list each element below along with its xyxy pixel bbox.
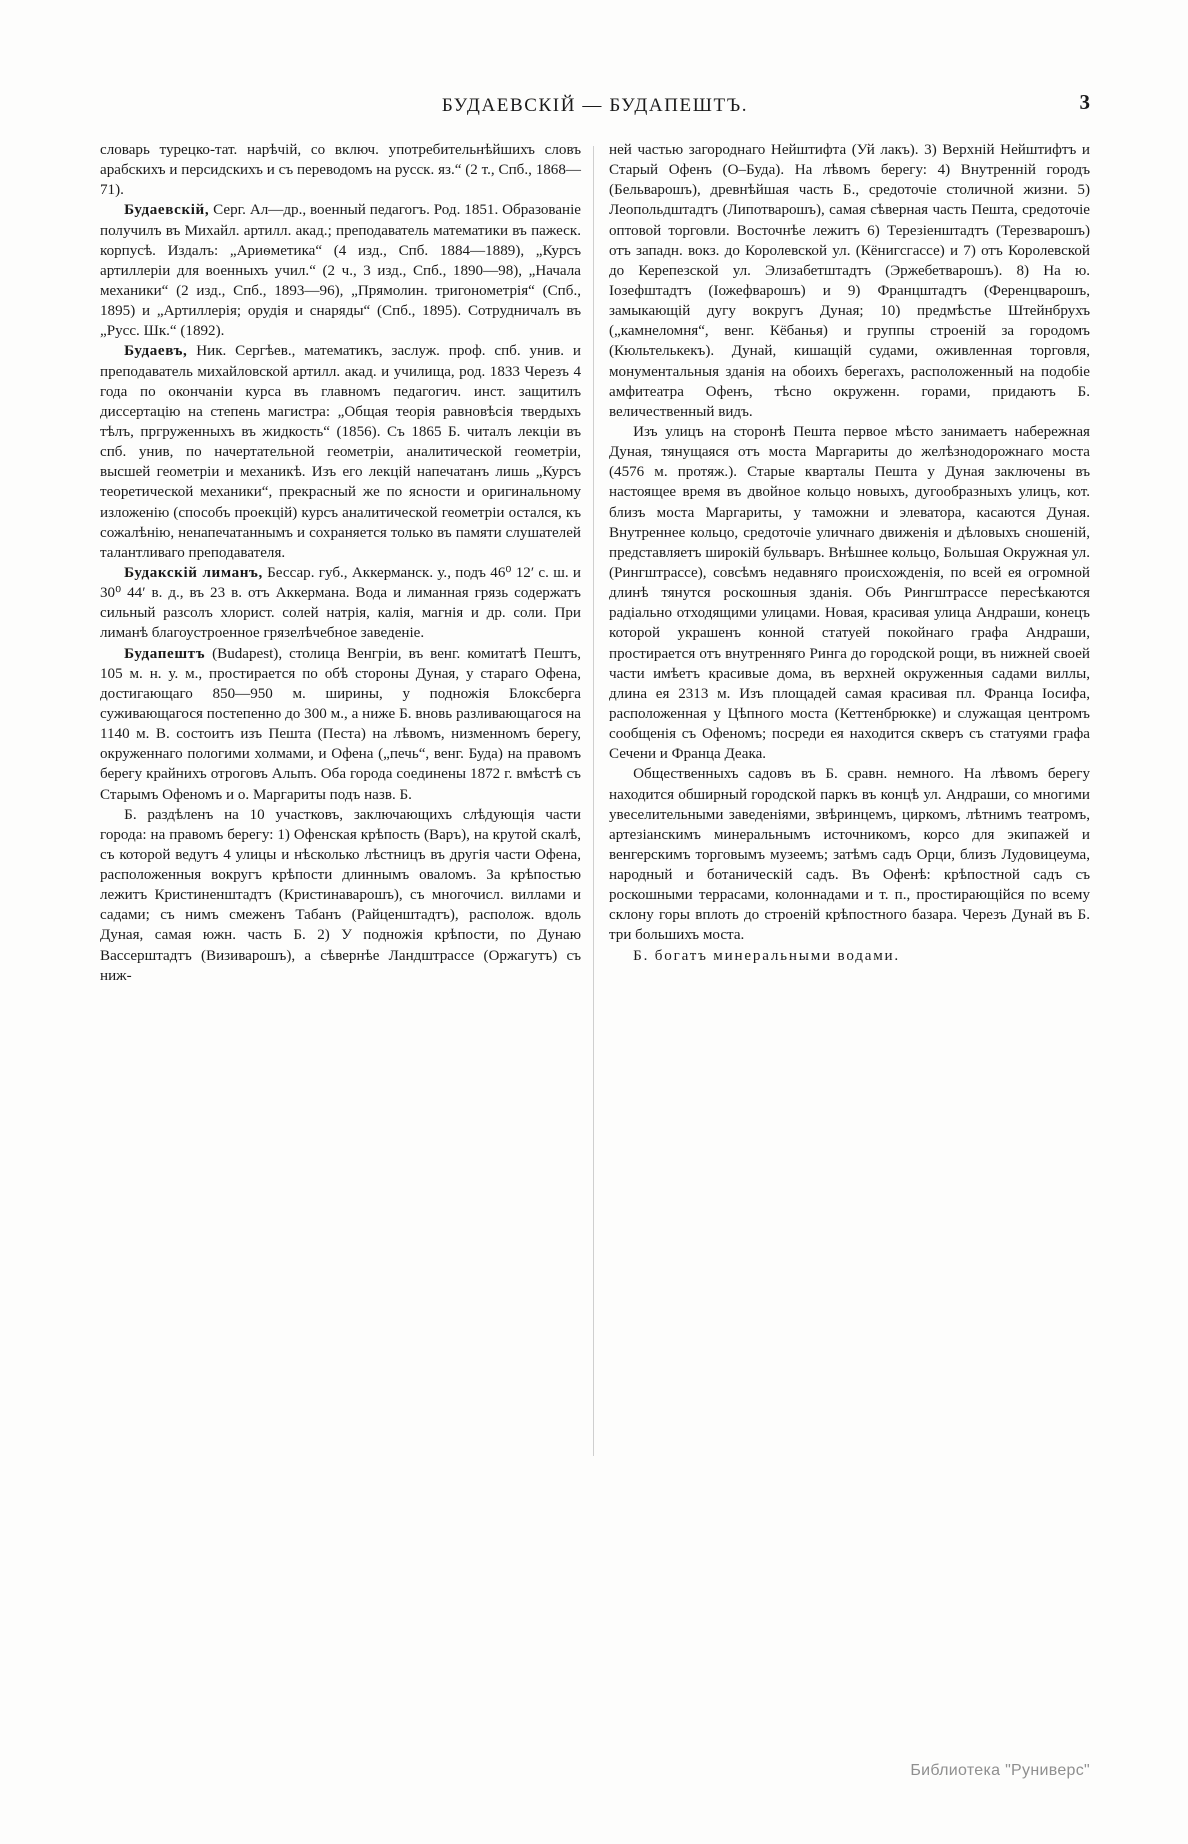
text-columns bbox=[100, 140, 1090, 986]
watermark: Библиотека "Руниверс" bbox=[910, 1762, 1090, 1779]
paragraph-text: Ник. Сергѣев., математикъ, заслуж. проф. спб. унив. и преподаватель михайловской артилл. акад. и училища, род. 1833 Черезъ 4 года по окончаніи курса въ главномъ педагогич. инст. защитилъ диссертацію на степень магистра: „Общая теорія равновѣсія твердыхъ тѣлъ, пргруженныхъ въ жидкость“ (1856). Съ 1865 Б. читалъ лекціи въ спб. унив, по начертательной геометріи, аналитической геометріи, высшей геометріи и механикѣ. Изъ его лекцій напечатанъ лишь „Курсъ теоретической механики“, прекрасный же по ясности и оригинальному изложенію (способъ проекцій) курсъ аналитической геометріи остался, къ сожалѣнію, ненапечатаннымъ и сохраняется только въ памяти слушателей талантливаго преподавателя. bbox=[100, 343, 581, 561]
paragraph-text: словарь турецко-тат. нарѣчій, со включ. употребительнѣйшихъ словъ арабскихъ и персидскихъ и съ переводомъ на русск. яз.“ (2 т., Спб., 1868—71). bbox=[100, 142, 581, 199]
paragraph-text: Общественныхъ садовъ въ Б. сравн. немного. На лѣвомъ берегу находится обширный городской паркъ въ концѣ ул. Андраши, со многими увеселительными заведеніями, звѣринцемъ, циркомъ, лѣтнимъ театромъ, артезіанскимъ минеральнымъ источникомъ, корсо для экипажей и венгерскимъ торговымъ музеемъ; затѣмъ садъ Орци, близъ Лудовицеума, народный и ботаническій садъ. Въ Офенѣ: крѣпостной садъ съ роскошными террасами, колоннадами и т. п., простирающійся по всему склону горы вплоть до строеній крѣпостного базара. Черезъ Дунай въ Б. три большихъ моста. bbox=[609, 766, 1090, 944]
running-title: БУДАЕВСКІЙ — БУДАПЕШТЪ. bbox=[441, 95, 749, 116]
paragraph bbox=[609, 946, 1090, 966]
paragraph bbox=[100, 563, 581, 644]
paragraph-text: (Budapest), столица Венгріи, въ венг. комитатѣ Пештъ, 105 м. н. у. м., простирается по обѣ стороны Дуная, у стараго Офена, достигающаго 850—950 м. ширины, у подножія Блоксберга суживающагося постепенно до 300 м., а ниже Б. вновь разливающагося на 1140 м. В. состоитъ изъ Пешта (Песта) на лѣвомъ, низменномъ берегу, окруженнаго пологими холмами, и Офена („печь“, венг. Буда) на правомъ берегу крайнихъ отроговъ Альпъ. Оба города соединены 1872 г. вмѣстѣ съ Старымъ Офеномъ и о. Маргариты подъ назв. Б. bbox=[100, 645, 581, 803]
right-column bbox=[609, 140, 1090, 986]
headword: Будаевскій, bbox=[124, 202, 210, 219]
paragraph bbox=[100, 644, 581, 805]
page-header bbox=[100, 95, 1090, 117]
paragraph-text: Б. раздѣленъ на 10 участковъ, заключающихъ слѣдующія части города: на правомъ берегу: 1) Офенская крѣпость (Варъ), на крутой скалѣ, съ которой ведутъ 4 улицы и нѣсколько лѣстницъ въ другія части Офена, расположенныя вокругъ крѣпости длиннымъ оваломъ. За крѣпостью лежитъ Кристиненштадтъ (Кристинаварошъ), съ многочисл. виллами и садами; съ нимъ смеженъ Табанъ (Райценштадтъ), располож. вдоль Дуная, самая южн. часть Б. 2) У подножія крѣпости, по Дунаю Вассерштадтъ (Визиварошъ), а сѣвернѣе Ландштрассе (Оржагутъ) съ ниж- bbox=[100, 806, 581, 984]
paragraph bbox=[100, 200, 581, 341]
headword: Будапештъ bbox=[124, 645, 206, 662]
paragraph bbox=[100, 805, 581, 986]
paragraph-text: ней частью загороднаго Нейштифта (Уй лакъ). 3) Верхній Нейштифтъ и Старый Офенъ (О–Буда). На лѣвомъ берегу: 4) Внутренній городъ (Бельварошъ), древнѣйшая часть Б., средоточіе столичной жизни. 5) Леопольдштадтъ (Липотварошъ), самая сѣверная часть Пешта, средоточіе оптовой торговли. Восточнѣе лежитъ 6) Терезіенштадтъ (Терезварошъ) отъ западн. вокз. до Королевской ул. (Кёнигсгассе) и 7) отъ Королевской до Керепезской ул. Элизабетштадтъ (Эржебетварошъ). 8) На ю. Іозефштадтъ (Іожефварошъ) и 9) Францштадтъ (Ференцварошъ, замыкающій дугу вокругъ Дуная; 10) предмѣстье Штейнбрухъ („камнеломня“, венг. Кёбанья) и группы строеній за городомъ (Кюльтелькекъ). Дунай, кишащій судами, оживленная торговля, монументальныя зданія на обоихъ берегахъ, расположенный на подобіе амфитеатра Офенъ, тѣсно окруженн. горами, придаютъ Б. величественный видъ. bbox=[609, 142, 1090, 420]
paragraph-text: Бессар. губ., Аккерманск. у., подъ 46⁰ 12′ с. ш. и 30⁰ 44′ в. д., въ 23 в. отъ Аккермана. Вода и лиманная грязь содержатъ сильный разсолъ хлорист. солей натрія, калія, магнія и др. соли. При лиманѣ благоустроенное грязелѣчебное заведеніе. bbox=[100, 564, 581, 642]
paragraph bbox=[100, 140, 581, 200]
left-column bbox=[100, 140, 581, 986]
paragraph bbox=[609, 422, 1090, 764]
paragraph bbox=[609, 140, 1090, 422]
headword: Будакскій лиманъ, bbox=[124, 564, 263, 581]
page-number: 3 bbox=[1079, 90, 1090, 114]
paragraph bbox=[100, 341, 581, 563]
paragraph bbox=[609, 764, 1090, 945]
paragraph-text: Серг. Ал—др., военный педагогъ. Род. 1851. Образованіе получилъ въ Михайл. артилл. акад.; преподаватель математики въ пажеск. корпусѣ. Издалъ: „Ариѳметика“ (4 изд., Спб. 1884—1889), „Курсъ артиллеріи для военныхъ учил.“ (2 ч., 3 изд., Спб., 1890—98), „Начала механики“ (2 изд., Спб., 1893—96), „Прямолин. тригонометрія“ (Спб., 1895) и „Артиллерія; орудія и снаряды“ (Спб., 1895). Сотрудничалъ въ „Русс. Шк.“ (1892). bbox=[100, 202, 581, 340]
paragraph-text: Изъ улицъ на сторонѣ Пешта первое мѣсто занимаетъ набережная Дуная, тянущаяся отъ моста Маргариты до желѣзнодорожнаго моста (4576 м. протяж.). Старые кварталы Пешта у Дуная заключены въ настоящее время въ двойное кольцо новыхъ, дугообразныхъ улицъ, кот. близъ моста Маргариты, у таможни и элеватора, касаются Дуная. Внутреннее кольцо, средоточіе уличнаго движенія и дѣловыхъ сношеній, представляетъ широкій бульваръ. Внѣшнее кольцо, Большая Окружная ул. (Рингштрассе), совсѣмъ недавняго происхожденія, по всей ея огромной длинѣ тянутся роскошныя зданія. Объ Рингштрассе пересѣкаются радіально отходящими улицами. Новая, красивая улица Андраши, конецъ которой украшенъ конной статуей покойнаго графа Андраши, простирается отъ внутренняго Ринга до городской рощи, въ нижней своей части имѣетъ красивые дома, въ верхней окруженныя садами виллы, длина ея 2313 м. Изъ площадей самая красивая пл. Франца Іосифа, расположенная у Цѣпного моста (Кеттенбрюкке) и служащая центромъ сообщенія съ Офеномъ; посреди ея находится скверъ съ статуями графа Сечени и Франца Деака. bbox=[609, 423, 1090, 763]
paragraph-text: Б. богатъ минеральными водами. bbox=[633, 947, 901, 964]
headword: Будаевъ, bbox=[124, 343, 188, 360]
